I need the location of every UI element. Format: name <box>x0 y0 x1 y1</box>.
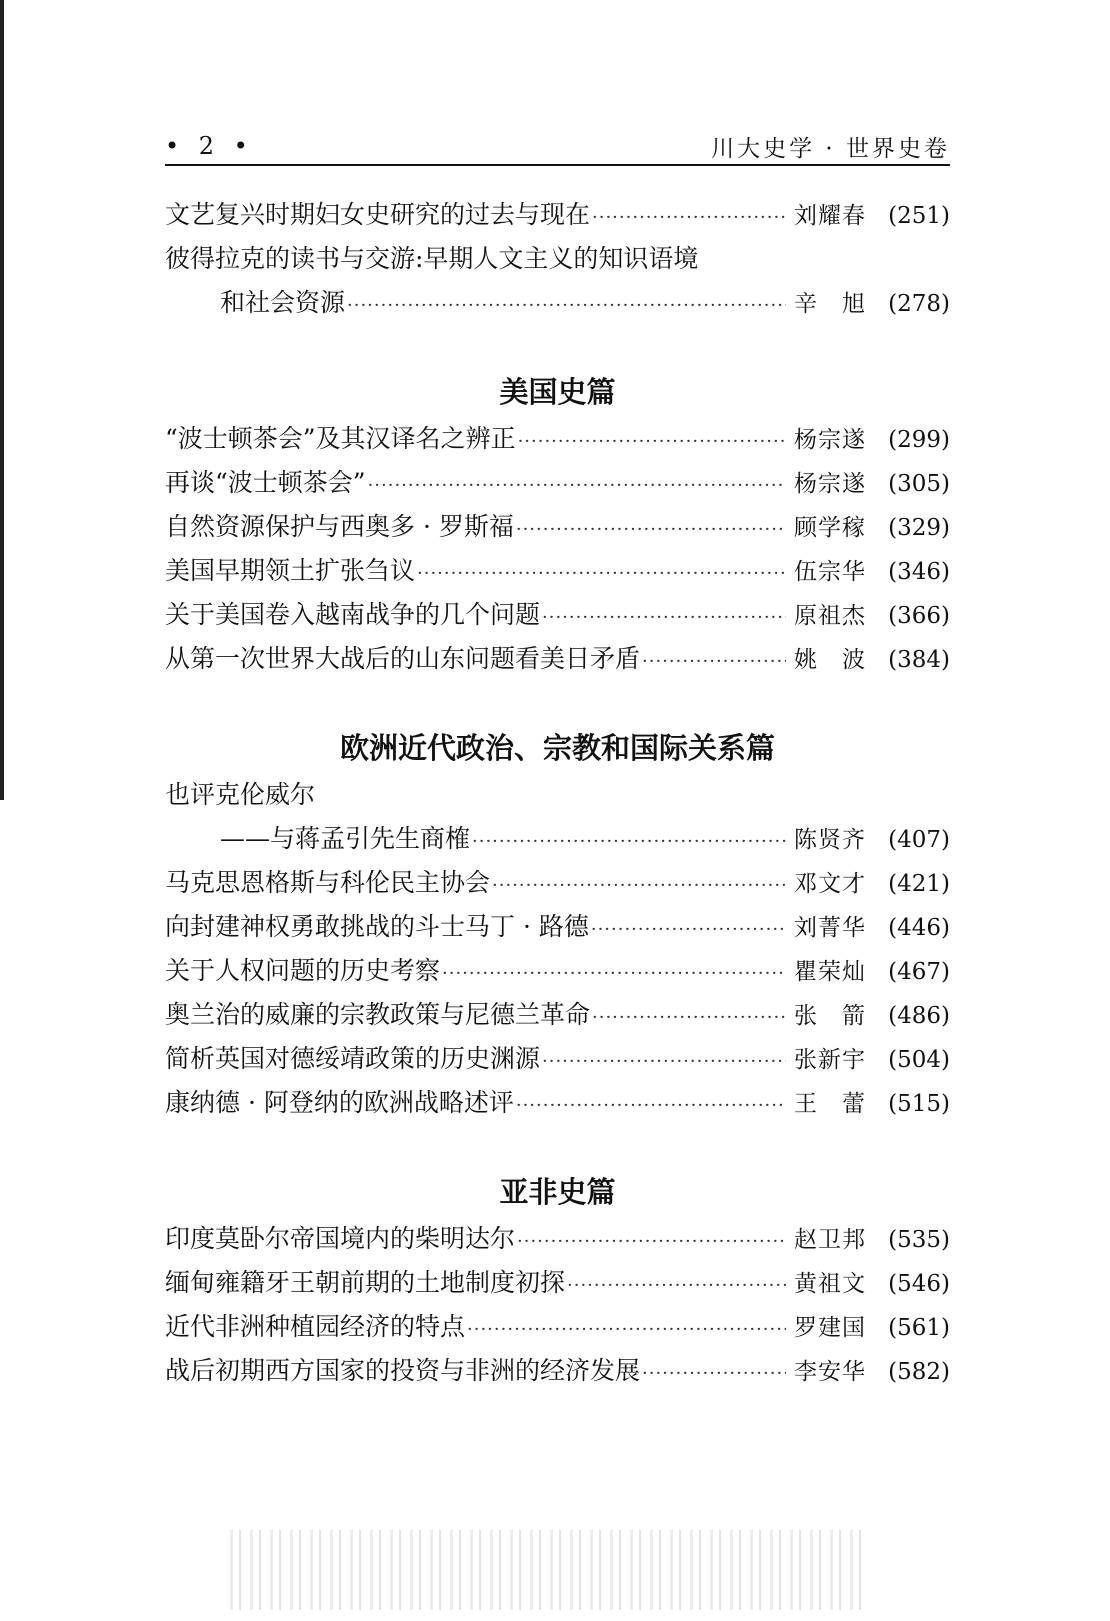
entry-title: 印度莫卧尔帝国境内的柴明达尔 <box>165 1224 516 1253</box>
entry-author: 李安华 <box>794 1359 866 1385</box>
leader-dots <box>472 831 786 852</box>
entry-page: (329) <box>888 515 950 541</box>
entry-title: 缅甸雍籍牙王朝前期的土地制度初探 <box>165 1268 566 1297</box>
scan-noise <box>230 1530 870 1610</box>
leader-dots <box>542 1051 786 1072</box>
entry-page: (305) <box>888 471 950 497</box>
entry-author: 姚 波 <box>794 647 866 673</box>
toc-entry[interactable] <box>165 463 950 507</box>
entry-title: 从第一次世界大战后的山东问题看美日矛盾 <box>165 644 641 673</box>
entry-page: (546) <box>888 1271 950 1297</box>
entry-title: 自然资源保护与西奥多 · 罗斯福 <box>165 512 514 541</box>
leader-dots <box>642 651 786 672</box>
entry-title: 也评克伦威尔 <box>165 780 316 809</box>
toc-entry[interactable] <box>165 819 950 863</box>
leader-dots <box>516 519 786 540</box>
toc-entry[interactable] <box>165 639 950 683</box>
leader-dots <box>567 1275 786 1296</box>
entry-author: 伍宗华 <box>794 559 866 585</box>
entry-title: ——与蒋孟引先生商榷 <box>220 824 471 853</box>
entry-page: (346) <box>888 559 950 585</box>
toc-entry[interactable] <box>165 907 950 951</box>
entry-author: 刘菁华 <box>794 915 866 941</box>
entry-author: 罗建国 <box>794 1315 866 1341</box>
entry-page: (515) <box>888 1091 950 1117</box>
entry-page: (535) <box>888 1227 950 1253</box>
leader-dots <box>542 607 786 628</box>
entry-title: 彼得拉克的读书与交游:早期人文主义的知识语境 <box>165 244 699 273</box>
entry-page: (561) <box>888 1315 950 1341</box>
entry-page: (299) <box>888 427 950 453</box>
entry-author: 黄祖文 <box>794 1271 866 1297</box>
toc-entry[interactable] <box>165 951 950 995</box>
toc-entry[interactable] <box>165 239 950 283</box>
entry-author: 张新宇 <box>794 1047 866 1073</box>
entry-author: 邓文才 <box>794 871 866 897</box>
entry-page: (582) <box>888 1359 950 1385</box>
entry-title: 文艺复兴时期妇女史研究的过去与现在 <box>165 200 591 229</box>
toc-entry[interactable] <box>165 1039 950 1083</box>
section-heading-asia-africa: 亚非史篇 <box>499 1175 616 1209</box>
leader-dots <box>517 1231 786 1252</box>
toc-entry[interactable] <box>165 1351 950 1395</box>
entry-page: (486) <box>888 1003 950 1029</box>
entry-author: 辛 旭 <box>794 291 866 317</box>
entry-author: 瞿荣灿 <box>794 959 866 985</box>
leader-dots <box>518 431 786 452</box>
toc-entry[interactable] <box>165 775 950 819</box>
entry-title: 近代非洲种植园经济的特点 <box>165 1312 466 1341</box>
entry-title: 康纳德 · 阿登纳的欧洲战略述评 <box>165 1088 514 1117</box>
entry-author: 杨宗遂 <box>794 471 866 497</box>
leader-dots <box>591 919 786 940</box>
toc-entry[interactable] <box>165 419 950 463</box>
entry-title: 关于美国卷入越南战争的几个问题 <box>165 600 541 629</box>
toc-entry[interactable] <box>165 283 950 327</box>
entry-title: 奥兰治的威廉的宗教政策与尼德兰革命 <box>165 1000 591 1029</box>
entry-page: (251) <box>888 203 950 229</box>
entry-page: (407) <box>888 827 950 853</box>
toc-entry[interactable] <box>165 595 950 639</box>
scan-edge-rule <box>0 0 4 800</box>
page-number: • 2 • <box>165 132 254 160</box>
entry-author: 杨宗遂 <box>794 427 866 453</box>
entry-author: 刘耀春 <box>794 203 866 229</box>
entry-title: 和社会资源 <box>220 288 346 317</box>
running-title: 川大史学 · 世界史卷 <box>711 135 950 162</box>
entry-author: 张 箭 <box>794 1003 866 1029</box>
table-of-contents <box>165 195 950 1395</box>
entry-page: (504) <box>888 1047 950 1073</box>
leader-dots <box>442 963 786 984</box>
leader-dots <box>368 475 786 496</box>
entry-author: 赵卫邦 <box>794 1227 866 1253</box>
section-heading-us: 美国史篇 <box>499 375 616 409</box>
leader-dots <box>592 1007 786 1028</box>
entry-author: 原祖杰 <box>794 603 866 629</box>
leader-dots <box>492 875 786 896</box>
leader-dots <box>642 1363 786 1384</box>
entry-title: 向封建神权勇敢挑战的斗士马丁 · 路德 <box>165 912 589 941</box>
entry-title: “波士顿茶会”及其汉译名之辨正 <box>165 424 516 453</box>
entry-page: (278) <box>888 291 950 317</box>
section-heading-europe: 欧洲近代政治、宗教和国际关系篇 <box>339 731 775 765</box>
toc-entry[interactable] <box>165 1083 950 1127</box>
toc-entry[interactable] <box>165 1263 950 1307</box>
toc-entry[interactable] <box>165 1307 950 1351</box>
entry-page: (446) <box>888 915 950 941</box>
entry-title: 关于人权问题的历史考察 <box>165 956 441 985</box>
entry-title: 简析英国对德绥靖政策的历史渊源 <box>165 1044 541 1073</box>
entry-author: 顾学稼 <box>794 515 866 541</box>
toc-entry[interactable] <box>165 1219 950 1263</box>
entry-page: (467) <box>888 959 950 985</box>
page-header <box>165 128 950 166</box>
entry-title: 马克思恩格斯与科伦民主协会 <box>165 868 491 897</box>
leader-dots <box>417 563 786 584</box>
entry-title: 再谈“波士顿茶会” <box>165 468 366 497</box>
toc-entry[interactable] <box>165 863 950 907</box>
entry-title: 美国早期领土扩张刍议 <box>165 556 416 585</box>
leader-dots <box>467 1319 786 1340</box>
leader-dots <box>592 207 786 228</box>
toc-entry[interactable] <box>165 995 950 1039</box>
toc-entry[interactable] <box>165 507 950 551</box>
toc-entry[interactable] <box>165 195 950 239</box>
entry-page: (366) <box>888 603 950 629</box>
entry-page: (421) <box>888 871 950 897</box>
leader-dots <box>516 1095 786 1116</box>
toc-entry[interactable] <box>165 551 950 595</box>
leader-dots <box>347 295 786 316</box>
entry-title: 战后初期西方国家的投资与非洲的经济发展 <box>165 1356 641 1385</box>
entry-author: 陈贤齐 <box>794 827 866 853</box>
entry-author: 王 蕾 <box>794 1091 866 1117</box>
entry-page: (384) <box>888 647 950 673</box>
